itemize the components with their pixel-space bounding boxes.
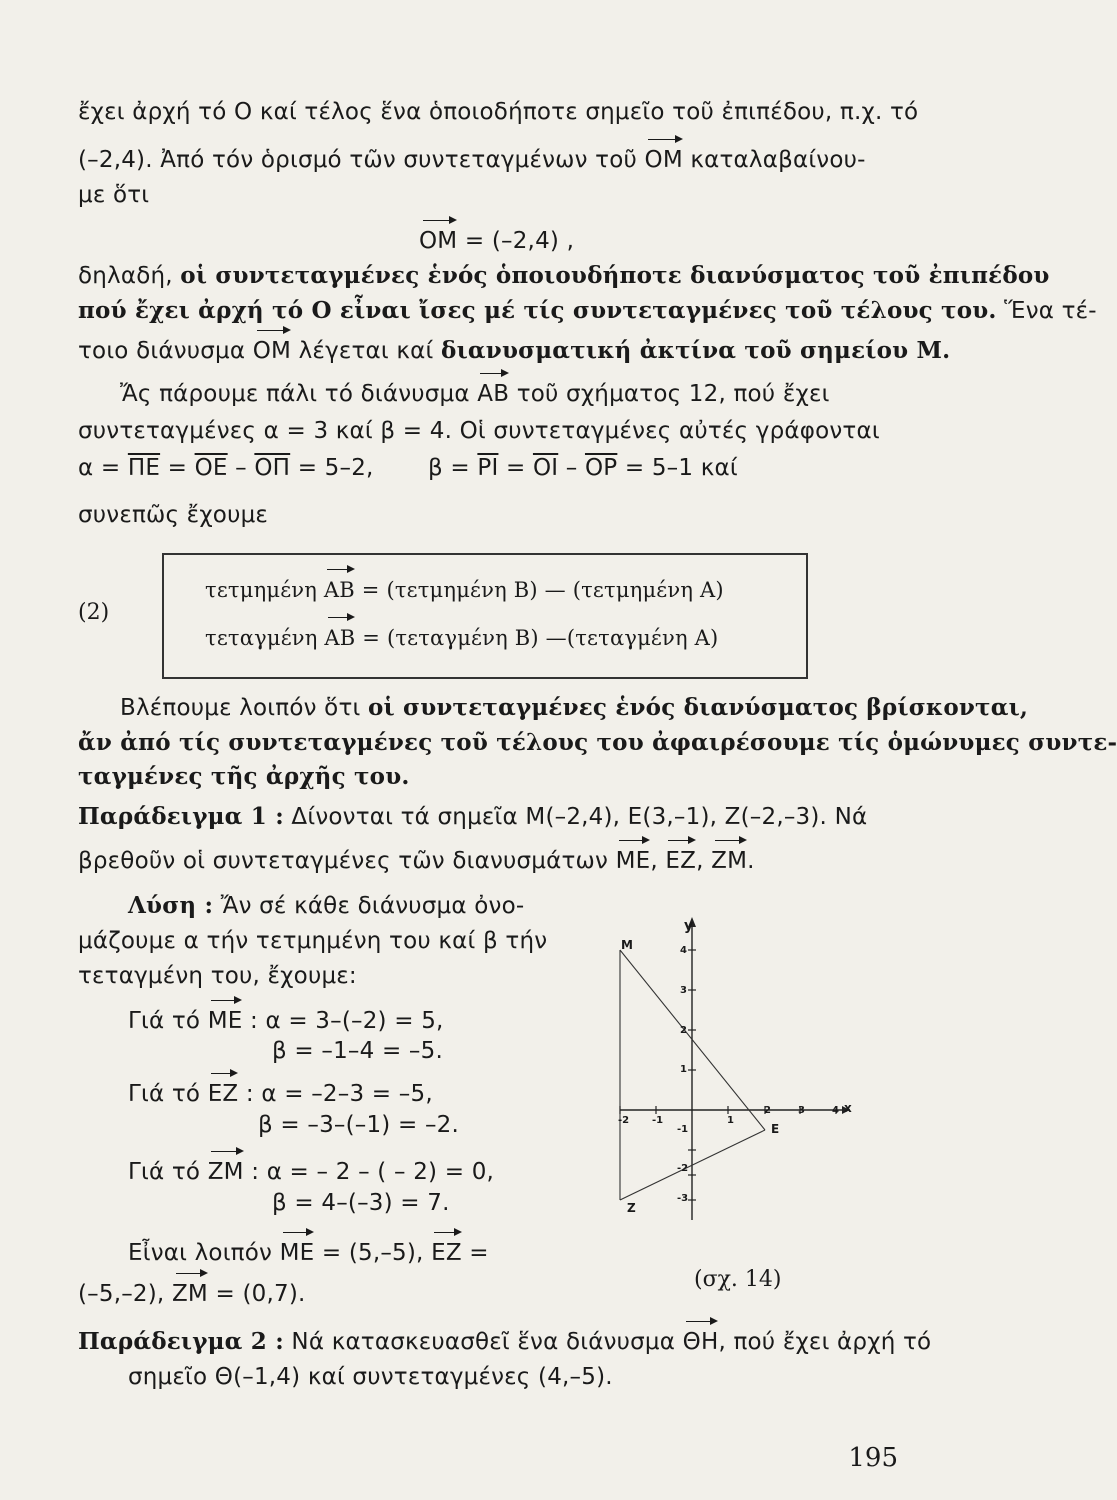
text: με ὅτι — [78, 182, 150, 208]
text: τεταγμένη του, ἔχουμε: — [78, 963, 357, 989]
text: β = 4–(–3) = 7. — [272, 1190, 450, 1216]
text: σημεῖο Θ(–1,4) καί συντεταγμένες (4,–5). — [128, 1364, 613, 1390]
text: = — [160, 455, 195, 481]
text: Γιά τό — [128, 1159, 208, 1185]
text-line — [78, 802, 867, 832]
text: . — [747, 848, 755, 874]
text-line — [78, 97, 918, 127]
vector-AB: ΑΒ — [324, 623, 355, 653]
y-tick: -2 — [677, 1163, 689, 1174]
text: , — [650, 848, 666, 874]
text-line — [78, 762, 410, 792]
text: – — [558, 455, 585, 481]
point-label-E: Ε — [771, 1122, 780, 1136]
text: = 5–2, — [290, 455, 374, 481]
bold-text: οἱ συντεταγμένες ἑνός ὁποιουδήποτε διανύσματος τοῦ ἐπιπέδου — [180, 262, 1050, 289]
formula-row — [205, 623, 718, 653]
example-label: Παράδειγμα 2 : — [78, 1328, 284, 1355]
x-tick: 2 — [764, 1105, 771, 1116]
vector-EZ: ΕΖ — [431, 1240, 462, 1266]
segment: $\overline{OE}$ — [194, 455, 228, 481]
text: : α = 3–(–2) = 5, — [242, 1008, 444, 1034]
text: = (–2,4) , — [457, 228, 575, 254]
text: λέγεται καί — [291, 338, 442, 364]
formula-box — [162, 553, 808, 679]
segment: $\overline{O\Pi}$ — [254, 455, 291, 481]
text-line — [128, 1362, 613, 1392]
equation-line — [428, 453, 738, 483]
calc-line — [272, 1188, 450, 1218]
text: Ἕνα τέ- — [996, 298, 1097, 324]
text: , πού ἔχει ἀρχή τό — [718, 1329, 932, 1355]
text: = (0,7). — [207, 1281, 306, 1307]
y-tick: 3 — [680, 985, 687, 996]
text: : α = – 2 – ( – 2) = 0, — [243, 1159, 495, 1185]
text: , — [696, 848, 712, 874]
text-line — [120, 379, 830, 409]
coordinate-figure — [600, 905, 860, 1225]
x-axis-label: x — [844, 1101, 852, 1115]
calc-line — [258, 1110, 459, 1140]
segment: $\overline{\Pi E}$ — [127, 455, 161, 481]
text: β = –1–4 = –5. — [272, 1038, 443, 1064]
text-line — [78, 500, 268, 530]
equation-OM — [419, 226, 574, 256]
text-line — [78, 336, 950, 366]
text: = — [498, 455, 533, 481]
text: = (τετμημένη Β) — (τετμημένη Α) — [354, 578, 724, 602]
vector-ZM: ΖΜ — [171, 1281, 208, 1307]
text: Νά κατασκευασθεῖ ἕνα διάνυσμα — [283, 1329, 683, 1355]
bold-text: πού ἔχει ἀρχή τό Ο εἶναι ἴσες μέ τίς συντεταγμένες τοῦ τέλους του. — [78, 297, 997, 324]
point-label-M: Μ — [621, 938, 633, 952]
text: Γιά τό — [128, 1081, 208, 1107]
vector-ZM: ΖΜ — [207, 1159, 244, 1185]
text: τοιο διάνυσμα — [78, 338, 253, 364]
text: συντεταγμένες α = 3 καί β = 4. Οἱ συντεταγμένες αὐτές γράφονται — [78, 418, 880, 444]
calc-line — [272, 1036, 443, 1066]
text: = 5–1 καί — [617, 455, 738, 481]
y-tick: -3 — [677, 1193, 689, 1204]
text: = (5,–5), — [314, 1240, 432, 1266]
text-line — [128, 891, 524, 921]
bold-text: διανυσματική ἀκτίνα τοῦ σημείου Μ. — [441, 337, 951, 364]
vector-THETA-H: ΘΗ — [682, 1329, 719, 1355]
solution-label: Λύση : — [128, 892, 214, 919]
x-tick: 1 — [727, 1115, 734, 1126]
text: : α = –2–3 = –5, — [238, 1081, 433, 1107]
figure-caption: (σχ. 14) — [694, 1267, 782, 1292]
text: α = — [78, 455, 128, 481]
text: μάζουμε α τήν τετμημένη του καί β τήν — [78, 928, 548, 954]
text: τετμημένη — [205, 578, 324, 602]
text: τοῦ σχήματος 12, πού ἔχει — [509, 381, 830, 407]
text-line — [78, 180, 149, 210]
bold-text: οἱ συντεταγμένες ἑνός διανύσματος βρίσκονται, — [367, 694, 1029, 721]
text: Εἶναι λοιπόν — [128, 1240, 280, 1266]
segment: $\overline{OP}$ — [584, 455, 618, 481]
calc-line — [128, 1157, 494, 1187]
x-tick: -2 — [618, 1115, 630, 1126]
text-line — [78, 728, 1117, 758]
text-line — [78, 145, 866, 175]
text: Ἄς πάρουμε πάλι τό διάνυσμα — [120, 381, 478, 407]
text-line — [78, 1327, 931, 1357]
x-tick: -1 — [652, 1115, 664, 1126]
text: συνεπῶς ἔχουμε — [78, 502, 269, 528]
text: β = — [428, 455, 478, 481]
text-line — [78, 926, 547, 956]
text: = (τεταγμένη Β) —(τεταγμένη Α) — [355, 626, 719, 650]
segment: $\overline{PI}$ — [477, 455, 499, 481]
equation-line — [78, 453, 374, 483]
vector-EZ: ΕΖ — [665, 848, 697, 874]
bold-text: ταγμένες τῆς ἀρχῆς του. — [78, 763, 410, 790]
point-label-Z: Ζ — [627, 1201, 636, 1215]
segment: $\overline{OI}$ — [532, 455, 559, 481]
x-tick: 4 — [832, 1105, 839, 1116]
text: τεταγμένη — [205, 626, 325, 650]
bold-text: ἄν ἀπό τίς συντεταγμένες τοῦ τέλους του ἀφαιρέσουμε τίς ὁμώνυμες συντε- — [78, 729, 1117, 756]
text: δηλαδή, — [78, 263, 181, 289]
y-tick: 1 — [680, 1064, 687, 1075]
text: (–5,–2), — [78, 1281, 172, 1307]
vector-OM: ΟΜ — [644, 147, 683, 173]
text: Δίνονται τά σημεῖα Μ(–2,4), Ε(3,–1), Ζ(–2,–3). Νά — [283, 804, 868, 830]
equation-number: (2) — [78, 600, 110, 625]
text-line — [120, 693, 1028, 723]
text: = — [461, 1240, 489, 1266]
vector-OM: ΟΜ — [252, 338, 292, 364]
text: καταλαβαίνου- — [682, 147, 866, 173]
text-line — [78, 261, 1050, 291]
text-line — [78, 296, 1097, 326]
y-axis-label: y — [684, 918, 694, 934]
x-tick: 3 — [798, 1105, 805, 1116]
result-line — [78, 1279, 306, 1309]
vector-ZM: ΖΜ — [711, 848, 748, 874]
example-label: Παράδειγμα 1 : — [78, 803, 284, 830]
calc-line — [128, 1006, 444, 1036]
text: Βλέπουμε λοιπόν ὅτι — [120, 695, 368, 721]
text: (–2,4). Ἀπό τόν ὁρισμό τῶν συντεταγμένων τοῦ — [78, 147, 645, 173]
y-tick: 4 — [680, 945, 687, 956]
page-number: 195 — [848, 1443, 898, 1473]
vector-OM: ΟΜ — [419, 228, 458, 254]
text: Ἄν σέ κάθε διάνυσμα ὀνο- — [213, 893, 525, 919]
text-line — [78, 961, 357, 991]
vector-EZ: ΕΖ — [207, 1081, 239, 1107]
calc-line — [128, 1079, 433, 1109]
text-line — [78, 416, 880, 446]
result-line — [128, 1238, 489, 1268]
text-line — [78, 846, 755, 876]
y-tick: -1 — [677, 1124, 689, 1135]
vector-ME: ΜΕ — [615, 848, 651, 874]
text: βρεθοῦν οἱ συντεταγμένες τῶν διανυσμάτων — [78, 848, 616, 874]
text: ἔχει ἀρχή τό Ο καί τέλος ἕνα ὁποιοδήποτε σημεῖο τοῦ ἐπιπέδου, π.χ. τό — [78, 99, 919, 125]
vector-AB: ΑΒ — [324, 575, 355, 605]
y-tick: 2 — [680, 1025, 687, 1036]
vector-ME: ΜΕ — [207, 1008, 243, 1034]
text: β = –3–(–1) = –2. — [258, 1112, 460, 1138]
vector-AB: ΑΒ — [477, 381, 510, 407]
formula-row — [205, 575, 724, 605]
text: Γιά τό — [128, 1008, 208, 1034]
vector-ME: ΜΕ — [279, 1240, 315, 1266]
text: – — [227, 455, 255, 481]
